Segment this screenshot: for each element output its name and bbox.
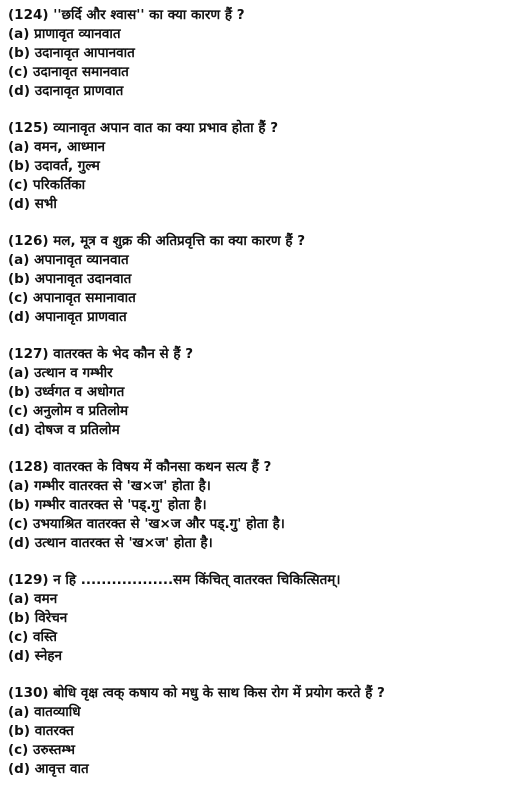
option-b: (b) उर्ध्वगत व अधोगत [8,384,125,400]
question-130 [8,684,521,779]
question-124 [8,6,521,101]
option-d: (d) उदानावृत प्राणवात [8,83,124,99]
question-text: (128) वातरक्त के विषय में कौनसा कथन सत्य हैं ? [8,459,272,475]
option-a: (a) उत्थान व गम्भीर [8,365,113,381]
option-a: (a) प्राणावृत व्यानवात [8,26,121,42]
option-a: (a) वमन, आध्मान [8,139,105,155]
option-c: (c) वस्ति [8,629,57,645]
question-text: (126) मल, मूत्र व शुक्र की अतिप्रवृत्ति का क्या कारण हैं ? [8,233,306,249]
option-c: (c) उदानावृत समानवात [8,64,129,80]
option-a: (a) अपानावृत व्यानवात [8,252,129,268]
option-c: (c) उरुस्तम्भ [8,742,76,758]
option-b: (b) अपानावृत उदानवात [8,271,132,287]
option-c: (c) अपानावृत समानावात [8,290,136,306]
option-a: (a) गम्भीर वातरक्त से 'ख×ज' होता है। [8,478,211,494]
option-d: (d) स्नेहन [8,648,63,664]
question-text: (124) ''छर्दि और श्वास'' का क्या कारण हैं ? [8,7,245,23]
option-b: (b) वातरक्त [8,723,74,739]
question-126 [8,232,521,327]
option-b: (b) उदानावृत आपानवात [8,45,135,61]
option-c: (c) अनुलोम व प्रतिलोम [8,403,129,419]
option-a: (a) वमन [8,591,58,607]
option-c: (c) उभयाश्रित वातरक्त से 'ख×ज और पड्.गु' होता है। [8,516,285,532]
option-b: (b) उदावर्त, गुल्म [8,158,100,174]
option-d: (d) दोषज व प्रतिलोम [8,422,120,438]
question-127 [8,345,521,440]
option-d: (d) आवृत्त वात [8,761,89,777]
question-text: (127) वातरक्त के भेद कौन से हैं ? [8,346,194,362]
question-128 [8,458,521,553]
question-text: (125) व्यानावृत अपान वात का क्या प्रभाव होता हैं ? [8,120,279,136]
option-d: (d) उत्थान वातरक्त से 'ख×ज' होता है। [8,535,213,551]
option-d: (d) अपानावृत प्राणवात [8,309,127,325]
question-text: (130) बोधि वृक्ष त्वक् कषाय को मधु के साथ किस रोग में प्रयोग करते हैं ? [8,685,385,701]
option-c: (c) परिकर्तिका [8,177,86,193]
question-125 [8,119,521,214]
option-b: (b) गम्भीर वातरक्त से 'पड्.गु' होता है। [8,497,207,513]
option-a: (a) वातव्याधि [8,704,81,720]
question-129 [8,571,521,666]
option-d: (d) सभी [8,196,57,212]
option-b: (b) विरेचन [8,610,68,626]
question-text: (129) न हि ..................सम किंचित् वातरक्त चिकित्सितम्। [8,572,341,588]
